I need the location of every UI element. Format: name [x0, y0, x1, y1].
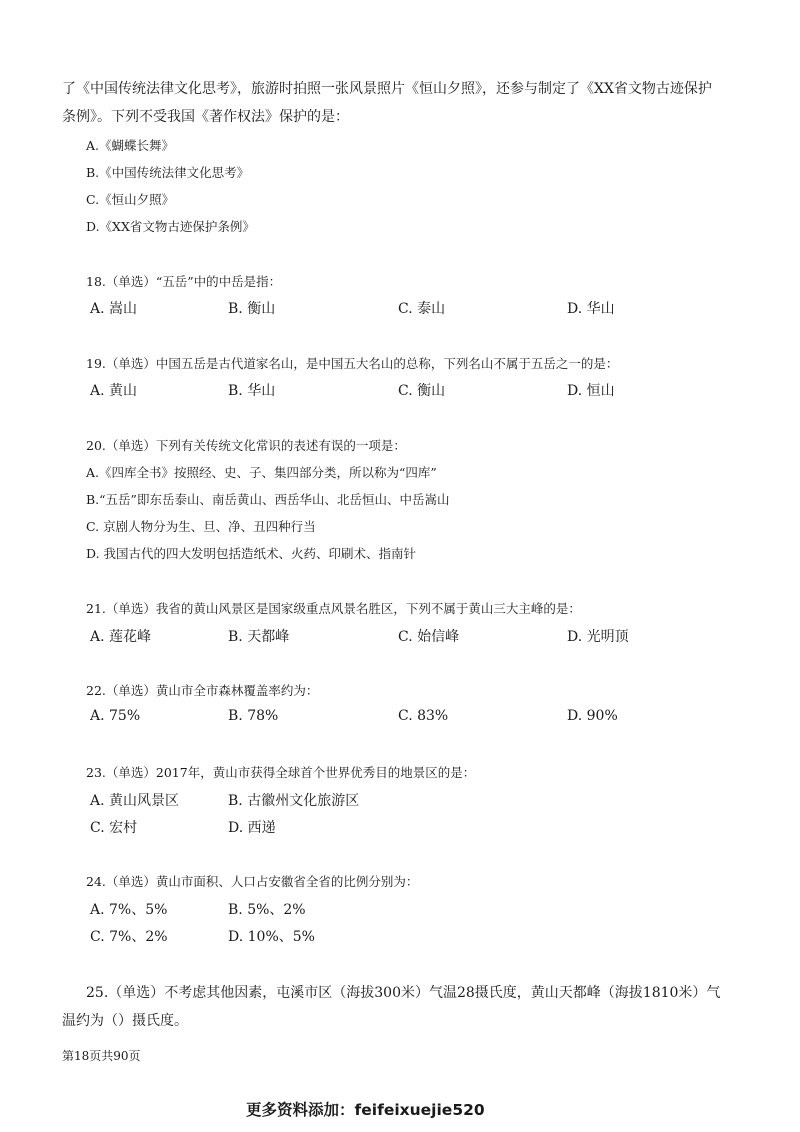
intro-line-1: 了《中国传统法律文化思考》，旅游时拍照一张风景照片《恒山夕照》，还参与制定了《XX省文物古迹保护 — [62, 81, 712, 97]
q22-option-d: D. 90% — [567, 708, 618, 724]
q18-option-d: D. 华山 — [567, 301, 615, 317]
q22-stem: 22.（单选）黄山市全市森林覆盖率约为： — [86, 683, 319, 698]
q21-option-a: A. 莲花峰 — [90, 629, 152, 645]
q21-option-d: D. 光明顶 — [567, 629, 629, 645]
q24-option-d: D. 10%、5% — [228, 929, 315, 945]
intro-option-b: B.《中国传统法律文化思考》 — [86, 165, 250, 180]
q24-stem: 24.（单选）黄山市面积、人口占安徽省全省的比例分别为： — [86, 874, 419, 889]
q24-option-b: B. 5%、2% — [228, 902, 306, 918]
q20-option-d: D. 我国古代的四大发明包括造纸术、火药、印刷术、指南针 — [86, 546, 417, 561]
q20-option-a: A.《四库全书》按照经、史、子、集四部分类，所以称为“四库” — [86, 465, 437, 480]
q20-option-b: B.“五岳”即东岳泰山、南岳黄山、西岳华山、北岳恒山、中岳嵩山 — [86, 492, 450, 507]
q19-option-b: B. 华山 — [228, 383, 276, 399]
q20-option-c: C. 京剧人物分为生、旦、净、丑四种行当 — [86, 519, 316, 534]
q25-line-2: 温约为（）摄氏度。 — [62, 1013, 188, 1029]
intro-option-d: D.《XX省文物古迹保护条例》 — [86, 219, 255, 234]
q21-stem: 21.（单选）我省的黄山风景区是国家级重点风景名胜区，下列不属于黄山三大主峰的是： — [86, 601, 581, 616]
q18-option-a: A. 嵩山 — [90, 301, 138, 317]
intro-option-a: A.《蝴蝶长舞》 — [86, 138, 175, 153]
q23-option-a: A. 黄山风景区 — [90, 793, 180, 809]
q18-option-b: B. 衡山 — [228, 301, 276, 317]
q22-option-c: C. 83% — [398, 708, 449, 724]
q23-option-d: D. 西递 — [228, 820, 276, 836]
q22-option-b: B. 78% — [228, 708, 279, 724]
page-number: 第18页共90页 — [62, 1049, 141, 1063]
q18-stem: 18.（单选）“五岳”中的中岳是指： — [86, 274, 282, 289]
q24-option-c: C. 7%、2% — [90, 929, 168, 945]
q18-option-c: C. 泰山 — [398, 301, 446, 317]
q21-option-c: C. 始信峰 — [398, 629, 460, 645]
q24-option-a: A. 7%、5% — [90, 902, 168, 918]
q22-option-a: A. 75% — [90, 708, 141, 724]
q19-option-a: A. 黄山 — [90, 383, 138, 399]
q21-option-b: B. 天都峰 — [228, 629, 290, 645]
intro-option-c: C.《恒山夕照》 — [86, 192, 175, 207]
q19-stem: 19.（单选）中国五岳是古代道家名山，是中国五大名山的总称，下列名山不属于五岳之一的是： — [86, 356, 619, 371]
q23-option-c: C. 宏村 — [90, 820, 138, 836]
q23-stem: 23.（单选）2017年，黄山市获得全球首个世界优秀目的地景区的是： — [86, 765, 476, 780]
intro-line-2: 条例》。下列不受我国《著作权法》保护的是： — [62, 109, 349, 125]
q20-stem: 20.（单选）下列有关传统文化常识的表述有误的一项是： — [86, 438, 406, 453]
q23-option-b: B. 古徽州文化旅游区 — [228, 793, 360, 809]
q25-line-1: 25.（单选）不考虑其他因素，屯溪市区（海拔300米）气温28摄氏度，黄山天都峰（海拔1810米）气 — [86, 985, 721, 1001]
q19-option-d: D. 恒山 — [567, 383, 615, 399]
q19-option-c: C. 衡山 — [398, 383, 446, 399]
promo-text: 更多资料添加：feifeixuejie520 — [246, 1101, 485, 1119]
